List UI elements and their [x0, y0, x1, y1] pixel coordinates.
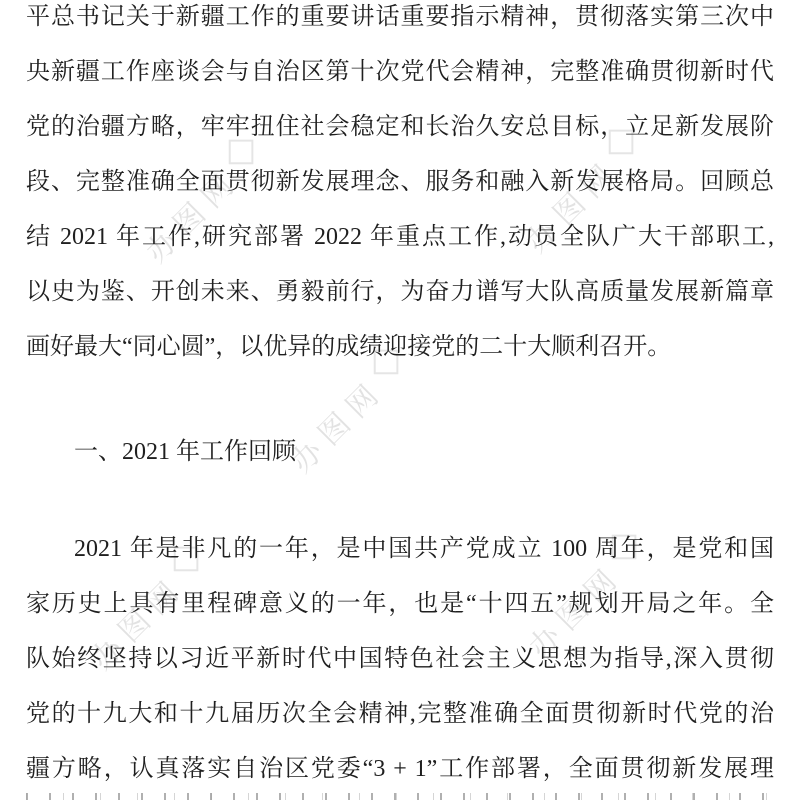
watermark-text: 办图网	[522, 558, 630, 665]
text-line: 家历史上具有里程碑意义的一年，也是“十四五”规划开局之年。全	[26, 591, 774, 617]
text-line: 2021 年是非凡的一年，是中国共产党成立 100 周年，是党和国	[74, 536, 774, 562]
text-line: 党的治疆方略，牢牢扭住社会稳定和长治久安总目标，立足新发展阶	[26, 114, 774, 140]
text-line: 央新疆工作座谈会与自治区第十次党代会精神，完整准确贯彻新时代	[26, 59, 774, 85]
text-line: 以史为鉴、开创未来、勇毅前行，为奋力谱写大队高质量发展新篇章	[26, 279, 774, 305]
text-line: 画好最大“同心圆”，以优异的成绩迎接党的二十大顺利召开。	[26, 334, 672, 360]
watermark-text: 办图网	[84, 570, 192, 677]
text-line: 疆方略，认真落实自治区党委“3 + 1”工作部署，全面贯彻新发展理	[26, 756, 774, 782]
text-line: 平总书记关于新疆工作的重要讲话重要指示精神，贯彻落实第三次中	[26, 4, 774, 30]
paragraph-1	[26, 0, 774, 375]
text-line: 党的十九大和十九届历次全会精神,完整准确全面贯彻新时代党的治	[26, 701, 774, 727]
text-line: 结 2021 年工作,研究部署 2022 年重点工作,动员全队广大干部职工,	[26, 224, 774, 250]
section-heading: 一、2021 年工作回顾	[74, 439, 296, 465]
text-line: 队始终坚持以习近平新时代中国特色社会主义思想为指导,深入贯彻	[26, 646, 774, 672]
watermark-text: 办图网	[284, 373, 392, 480]
watermark-text: 办图网	[519, 153, 627, 260]
watermark-text: 办图网	[139, 163, 247, 270]
text-line: 段、完整准确全面贯彻新发展理念、服务和融入新发展格局。回顾总	[26, 169, 774, 195]
clipped-next-line-fragment	[26, 793, 774, 800]
paragraph-2	[26, 522, 774, 797]
